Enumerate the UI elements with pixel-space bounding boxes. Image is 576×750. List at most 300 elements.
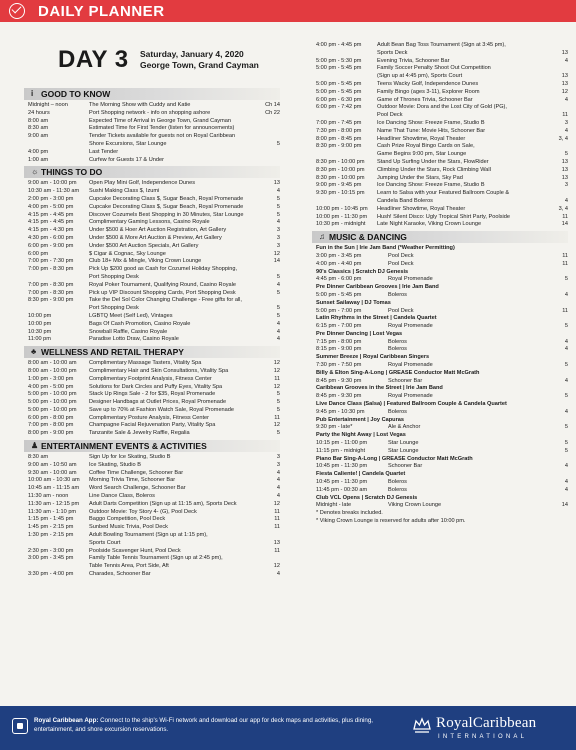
row-location: Royal Promenade: [388, 393, 433, 400]
row-description: Late Night Karaoke, Viking Crown Lounge: [377, 221, 482, 228]
deck-number: 4: [564, 377, 568, 384]
row-time: 8:30 am: [28, 125, 49, 132]
performance-time-row: [312, 323, 568, 331]
deck-number: 5: [276, 305, 280, 312]
schedule-row: [24, 477, 280, 485]
row-description: Table Tennis Area, Port Side, Aft: [89, 563, 169, 570]
row-description: Snowball Raffle, Casino Royale: [89, 328, 168, 335]
row-time: 8:00 am: [28, 117, 49, 124]
row-description: Sushi Making Class $, Izumi: [89, 188, 160, 195]
schedule-row: [24, 251, 280, 259]
row-time: 1:15 pm - 1:45 pm: [28, 516, 74, 523]
deck-number: 5: [564, 323, 568, 330]
deck-number: 12: [561, 88, 568, 95]
schedule-row: [24, 329, 280, 337]
deck-number: 5: [276, 289, 280, 296]
section-good-to-know: [24, 88, 280, 164]
row-description: 11:15 pm - midnight: [316, 447, 366, 454]
row-description: Hush! Silent Disco: Ugly Tropical Shirt Party, Poolside: [377, 213, 510, 220]
row-location: Boleros: [388, 486, 407, 493]
schedule-row: [312, 120, 568, 128]
row-time: 4:00 pm - 4:45 pm: [316, 42, 362, 48]
row-time: 7:00 pm - 8:30 pm: [28, 289, 74, 296]
row-time: 4:00 pm - 5:00 pm: [28, 383, 74, 390]
row-time: 6:00 pm - 7:42 pm: [316, 104, 362, 111]
row-description: Word Search Challenge, Schooner Bar: [89, 485, 186, 492]
row-description: Fun in the Sun | Irie Jam Band (*Weather Permitting): [316, 245, 455, 252]
planner-header: [0, 0, 576, 22]
section-wellness: [24, 346, 280, 438]
deck-number: 5: [564, 151, 568, 158]
row-description: $ Cigar & Cognac, Sky Lounge: [89, 250, 166, 257]
schedule-row: [24, 274, 280, 282]
deck-number: 5: [276, 399, 280, 406]
footnote: [312, 510, 568, 518]
row-time: 1:30 pm - 2:15 pm: [28, 532, 74, 539]
row-description: Candela Band Boleros: [377, 197, 433, 204]
section-title: GOOD TO KNOW: [41, 89, 111, 99]
performance-time-row: [312, 424, 568, 432]
deck-number: 11: [274, 524, 280, 531]
row-location: Star Lounge: [388, 440, 419, 447]
section-title: MUSIC & DANCING: [329, 232, 407, 243]
row-time: 2:00 pm - 3:00 pm: [28, 195, 74, 202]
row-time: 24 hours: [28, 109, 50, 116]
deck-number: 13: [561, 158, 568, 165]
row-time: 11:00 pm: [28, 336, 51, 343]
schedule-row: [24, 415, 280, 423]
row-time: 1:00 pm - 3:00 pm: [28, 375, 74, 382]
schedule-row: [312, 104, 568, 112]
row-time: 4:30 pm - 6:00 pm: [28, 234, 74, 241]
row-description: Family Bingo (ages 3-11), Explorer Room: [377, 88, 480, 95]
schedule-row: [24, 540, 280, 548]
deck-number: 13: [561, 49, 568, 56]
row-time: 4:15 pm - 4:45 pm: [28, 219, 74, 226]
deck-number: 12: [273, 563, 280, 570]
row-description: Under $500 & Hoer Art Auction Registration, Art Gallery: [89, 227, 227, 234]
performance-time-row: [312, 448, 568, 456]
row-description: Name That Tune: Movie Hits, Schooner Bar: [377, 127, 486, 134]
schedule-row: [24, 485, 280, 493]
deck-number: 12: [273, 360, 280, 367]
deck-number: 4: [276, 469, 280, 476]
deck-number: 11: [274, 547, 280, 554]
day-title: DAY 3: [58, 46, 129, 73]
row-description: Port Shopping Desk: [89, 305, 139, 312]
left-column: [24, 86, 280, 579]
schedule-row: [24, 524, 280, 532]
row-description: Ice Dancing Show: Freeze Frame, Studio B: [377, 182, 485, 189]
schedule-row: [312, 151, 568, 159]
app-icon: [12, 718, 28, 734]
row-time: 4:15 pm - 4:45 pm: [28, 211, 74, 218]
performance-title: [312, 354, 568, 362]
row-description: Game of Thrones Trivia, Schooner Bar: [377, 96, 473, 103]
row-description: Sports Court: [89, 539, 121, 546]
row-description: 7:15 pm - 8:00 pm: [316, 338, 362, 345]
row-description: 9:30 pm - late*: [316, 424, 353, 431]
performance-time-row: [312, 479, 568, 487]
row-description: Sunset Sailaway | DJ Tomas: [316, 299, 391, 306]
schedule-row: [312, 58, 568, 66]
row-description: Summer Breeze | Royal Caribbean Singers: [316, 354, 430, 361]
row-time: 5:00 pm - 5:45 pm: [316, 80, 362, 87]
row-description: Pre Dinner Dancing | Lost Vegas: [316, 330, 403, 337]
row-description: Ice Dancing Show: Freeze Frame, Studio B: [377, 119, 485, 126]
row-description: Cash Prize Royal Bingo Cards on Sale,: [377, 143, 475, 150]
row-time: 7:00 pm - 8:00 pm: [28, 422, 74, 429]
schedule-row: [312, 73, 568, 81]
row-time: 1:00 am: [28, 156, 49, 163]
deck-number: 4: [276, 219, 280, 226]
row-description: Complimentary Gaming Lessons, Casino Royale: [89, 219, 210, 226]
deck-number: 5: [564, 393, 568, 400]
section-icon: i: [31, 89, 34, 98]
row-description: Jumping Under the Stars, Sky Pad: [377, 174, 463, 181]
schedule-row: [312, 112, 568, 120]
row-description: Adult Bowling Tournament (Sign up at 1:15 pm),: [89, 532, 208, 539]
row-time: 8:00 am - 10:00 pm: [28, 367, 77, 374]
deck-number: 4: [276, 571, 280, 578]
section-title: THINGS TO DO: [41, 167, 103, 178]
performance-time-row: [312, 292, 568, 300]
row-description: Teens Wacky Golf, Independence Dunes: [377, 80, 479, 87]
deck-number: 11: [562, 307, 568, 314]
deck-number: 11: [274, 414, 280, 421]
deck-number: 4: [564, 346, 568, 353]
row-description: 6:15 pm - 7:00 pm: [316, 323, 362, 330]
row-location: Star Lounge: [388, 447, 419, 454]
deck-number: 4: [564, 127, 568, 134]
row-description: Morning Trivia Time, Schooner Bar: [89, 477, 176, 484]
row-location: Royal Promenade: [388, 276, 433, 283]
performance-time-row: [312, 409, 568, 417]
row-description: 3:00 pm - 3:45 pm: [316, 252, 362, 259]
row-description: 7:30 pm - 7:50 pm: [316, 362, 362, 369]
deck-number: 11: [274, 508, 280, 515]
row-time: 8:00 pm - 9:00 pm: [28, 430, 74, 437]
row-description: Family Soccer Penalty Shoot Out Competition: [377, 65, 491, 72]
performance-time-row: [312, 502, 568, 510]
performance-time-row: [312, 393, 568, 401]
row-description: 10:15 pm - 11:00 pm: [316, 440, 368, 447]
deck-number: 5: [276, 430, 280, 437]
deck-number: Ch 22: [265, 109, 280, 116]
performance-title: [312, 456, 568, 464]
row-time: Midnight – noon: [28, 102, 68, 108]
deck-number: 11: [562, 112, 568, 119]
row-description: Discover Cozumels Best Shopping in 30 Minutes, Star Lounge: [89, 211, 244, 218]
row-description: Under $500 & More Art Auction & Preview, Art Gallery: [89, 234, 222, 241]
deck-number: 3: [276, 454, 280, 461]
row-time: 3:00 pm - 3:45 pm: [28, 555, 74, 562]
section-icon: ♫: [319, 232, 325, 242]
schedule-row: [312, 221, 568, 229]
row-time: 5:00 pm - 10:00 pm: [28, 391, 77, 398]
row-description: Adult Bean Bag Toss Tournament (Sign at 3:45 pm),: [377, 42, 506, 48]
row-description: Stand Up Surfing Under the Stars, FlowRider: [377, 158, 489, 165]
deck-number: 5: [564, 276, 568, 283]
row-time: 1:45 pm - 2:15 pm: [28, 524, 74, 531]
row-time: 8:00 pm - 8:45 pm: [316, 135, 362, 142]
schedule-row: [24, 368, 280, 376]
row-description: Ice Skating, Studio B: [89, 461, 141, 468]
section-icon: ♟: [31, 441, 39, 451]
deck-number: 5: [564, 362, 568, 369]
deck-number: 12: [273, 367, 280, 374]
row-time: 7:00 pm - 7:45 pm: [316, 119, 362, 126]
performance-title: [312, 495, 568, 503]
brand-name: RoyalCaribbean: [436, 715, 537, 731]
deck-number: 5: [276, 312, 280, 319]
row-description: 8:15 pm - 9:00 pm: [316, 346, 362, 353]
row-description: Pool Deck: [377, 112, 403, 119]
schedule-row: [24, 430, 280, 438]
schedule-row: [24, 462, 280, 470]
schedule-row: [312, 50, 568, 58]
row-description: Open Play Mini Golf, Independence Dunes: [89, 180, 196, 187]
deck-number: 4: [564, 197, 568, 204]
deck-number: 11: [562, 252, 568, 259]
row-time: 10:45 am - 11:15 am: [28, 485, 80, 492]
deck-number: 13: [561, 166, 568, 173]
schedule-row: [24, 266, 280, 274]
schedule-row: [312, 42, 568, 50]
deck-number: 5: [276, 406, 280, 413]
row-description: Bags Of Cash Promotion, Casino Royale: [89, 320, 191, 327]
schedule-row: [312, 167, 568, 175]
schedule-row: [312, 190, 568, 198]
performance-time-row: [312, 487, 568, 495]
deck-number: 5: [564, 447, 568, 454]
row-time: 10:00 pm - 11:30 pm: [316, 213, 368, 220]
row-description: Expected Time of Arrival in George Town, Grand Cayman: [89, 117, 231, 124]
deck-number: 11: [274, 375, 280, 382]
row-time: 5:00 pm - 5:30 pm: [316, 57, 362, 64]
schedule-row: [24, 336, 280, 344]
row-time: 11:30 am - 1:10 pm: [28, 508, 77, 515]
row-description: Save up to 70% at Fashion Watch Sale, Royal Promenade: [89, 406, 235, 413]
row-description: 9:45 pm - 10:30 pm: [316, 408, 365, 415]
row-description: Last Tender: [89, 148, 119, 155]
row-description: Stack Up Rings Sale - 2 for $35, Royal Promenade: [89, 391, 216, 398]
deck-number: 4: [276, 477, 280, 484]
schedule-row: [24, 313, 280, 321]
row-time: 8:00 am - 10:00 am: [28, 360, 77, 367]
row-description: Live Dance Class (Salsa) | Featured Ballroom Couple & Candela Quartet: [316, 401, 507, 408]
row-description: Curfew for Guests 17 & Under: [89, 156, 164, 163]
performance-time-row: [312, 362, 568, 370]
performance-title: [312, 284, 568, 292]
deck-number: 4: [564, 486, 568, 493]
schedule-row: [24, 501, 280, 509]
row-location: Pool Deck: [388, 260, 414, 267]
schedule-row: [312, 175, 568, 183]
row-description: 8:45 pm - 9:30 pm: [316, 393, 362, 400]
row-time: 9:00 am: [28, 133, 49, 140]
schedule-row: [24, 243, 280, 251]
row-time: 8:30 pm - 10:00 pm: [316, 174, 365, 181]
schedule-row: [24, 563, 280, 571]
row-description: Game Begins 9:00 pm, Star Lounge: [377, 151, 467, 158]
schedule-row: [312, 136, 568, 144]
row-time: 6:00 pm: [28, 250, 49, 257]
deck-number: 12: [273, 422, 280, 429]
schedule-row: [24, 493, 280, 501]
row-description: 4:00 pm - 4:40 pm: [316, 260, 362, 267]
performance-title: [312, 471, 568, 479]
row-time: 6:00 pm - 8:00 pm: [28, 414, 74, 421]
day-heading: [58, 46, 304, 74]
deck-number: 14: [561, 221, 568, 228]
performance-time-row: [312, 440, 568, 448]
deck-number: 3: [564, 119, 568, 126]
deck-number: 14: [273, 258, 280, 265]
right-column: [312, 42, 568, 526]
section-title: ENTERTAINMENT EVENTS & ACTIVITIES: [41, 441, 207, 452]
schedule-row: [24, 360, 280, 368]
row-description: Complimentary Hair and Skin Consultations, Vitality Spa: [89, 367, 229, 374]
schedule-row: [312, 198, 568, 206]
performance-title: [312, 331, 568, 339]
row-time: 8:30 am: [28, 454, 49, 461]
row-description: Poolside Scavenger Hunt, Pool Deck: [89, 547, 181, 554]
schedule-row: [24, 219, 280, 227]
row-location: Pool Deck: [388, 252, 414, 259]
row-description: Cupcake Decorating Class $, Sugar Beach, Royal Promenade: [89, 195, 244, 202]
row-description: Headliner Showtime, Royal Theater: [377, 205, 466, 212]
row-description: Complimentary Massage Tasters, Vitality Spa: [89, 360, 202, 367]
row-location: Schooner Bar: [388, 463, 423, 470]
performance-time-row: [312, 463, 568, 471]
row-description: Port Shopping Desk: [89, 273, 139, 280]
deck-number: 12: [273, 383, 280, 390]
schedule-row: [24, 470, 280, 478]
performance-title: [312, 385, 568, 393]
deck-number: 5: [276, 140, 280, 147]
row-time: 10:00 am - 10:30 am: [28, 477, 80, 484]
row-description: Royal Poker Tournament, Qualifying Round, Casino Royale: [89, 281, 236, 288]
row-time: 8:30 pm - 9:00 pm: [316, 143, 362, 150]
row-time: 7:00 pm - 8:30 pm: [28, 266, 74, 273]
schedule-row: [312, 128, 568, 136]
deck-number: 3, 4: [558, 205, 568, 212]
deck-number: 5: [564, 440, 568, 447]
row-description: Port Shopping network - info on shopping ashore: [89, 109, 211, 116]
row-description: 8:45 pm - 9:30 pm: [316, 377, 362, 384]
performance-title: [312, 300, 568, 308]
schedule-row: [24, 548, 280, 556]
schedule-row: [24, 454, 280, 462]
section-entertainment-cont: [312, 42, 568, 229]
row-time: 9:00 pm - 9:45 pm: [316, 182, 362, 189]
row-description: Billy & Elton Sing-A-Long | GREASE Conductor Matt McGrath: [316, 369, 480, 376]
schedule-row: [312, 89, 568, 97]
row-time: 10:30 pm - midnight: [316, 221, 366, 228]
row-time: 8:30 pm - 10:00 pm: [316, 158, 365, 165]
row-location: Boleros: [388, 479, 407, 486]
section-title: WELLNESS AND RETAIL THERAPY: [41, 347, 184, 358]
schedule-row: [24, 141, 280, 149]
section-entertainment: [24, 440, 280, 579]
row-description: Shore Excursions, Star Lounge: [89, 140, 167, 147]
performance-time-row: [312, 378, 568, 386]
brand-subtitle: INTERNATIONAL: [438, 734, 528, 740]
performance-time-row: [312, 253, 568, 261]
row-description: Caribbean Grooves in the Street | Irie Jam Band: [316, 385, 443, 392]
row-description: Party the Night Away | Lost Vegas: [316, 432, 406, 439]
deck-number: 5: [276, 391, 280, 398]
footnote: [312, 518, 568, 526]
row-description: Learn to Salsa with your Featured Ballroom Couple &: [377, 190, 510, 197]
row-time: 5:00 pm - 5:45 pm: [316, 65, 362, 72]
row-time: 5:00 pm - 10:00 pm: [28, 399, 77, 406]
schedule-row: [312, 143, 568, 151]
schedule-row: [24, 555, 280, 563]
row-time: 10:30 am - 11:30 am: [28, 188, 80, 195]
row-time: 4:00 pm - 5:00 pm: [28, 203, 74, 210]
deck-number: Ch 14: [265, 102, 280, 108]
row-description: Complimentary Posture Analysis, Fitness Center: [89, 414, 210, 421]
row-location: Boleros: [388, 408, 407, 415]
schedule-row: [24, 258, 280, 266]
deck-number: 4: [276, 485, 280, 492]
row-description: Charades, Schooner Bar: [89, 571, 151, 578]
section-icon: ☼: [31, 167, 39, 177]
performance-time-row: [312, 339, 568, 347]
row-time: 11:30 am - 12:15 pm: [28, 500, 80, 507]
performance-title: [312, 417, 568, 425]
deck-number: 3: [276, 461, 280, 468]
schedule-row: [24, 188, 280, 196]
row-description: Take the Del Sol Color Changing Challenge - Free gifts for all,: [89, 297, 242, 304]
schedule-row: [24, 110, 280, 118]
row-description: Club VCL Opens | Scratch DJ Genesis: [316, 494, 418, 501]
schedule-row: [24, 102, 280, 110]
row-description: Outdoor Movie: Dora and the Lost City of Gold (PG),: [377, 104, 507, 111]
row-description: Pick Up $200 good as Cash for Cozumel Holiday Shopping,: [89, 266, 238, 273]
row-time: 4:00 pm: [28, 148, 49, 155]
schedule-row: [24, 571, 280, 579]
row-description: 90's Classics | Scratch DJ Genesis: [316, 268, 409, 275]
row-description: Latin Rhythms in the Street | Candela Quartet: [316, 315, 437, 322]
row-time: 7:00 pm - 7:30 pm: [28, 258, 74, 265]
performance-title: [312, 432, 568, 440]
performance-time-row: [312, 261, 568, 269]
row-description: Baggo Competition, Pool Deck: [89, 516, 166, 523]
row-time: 2:30 pm - 3:00 pm: [28, 547, 74, 554]
deck-number: 12: [273, 500, 280, 507]
deck-number: 3: [276, 242, 280, 249]
schedule-row: [312, 159, 568, 167]
performance-title: [312, 245, 568, 253]
deck-number: 13: [561, 80, 568, 87]
row-description: Outdoor Movie: Toy Story 4- (G), Pool Deck: [89, 508, 197, 515]
deck-number: 4: [564, 463, 568, 470]
row-description: Champagne Facial Rejuvenation Party, Vitality Spa: [89, 422, 216, 429]
row-time: 10:30 pm: [28, 328, 52, 335]
deck-number: 14: [561, 502, 568, 509]
row-description: Tanzanite Sale & Jewelry Raffle, Regalia: [89, 430, 190, 437]
section-things-to-do: [24, 166, 280, 344]
row-description: 10:45 pm - 11:30 pm: [316, 479, 368, 486]
row-time: 10:00 pm: [28, 312, 52, 319]
schedule-row: [24, 227, 280, 235]
schedule-row: [24, 133, 280, 141]
schedule-row: [24, 321, 280, 329]
deck-number: 11: [274, 516, 280, 523]
